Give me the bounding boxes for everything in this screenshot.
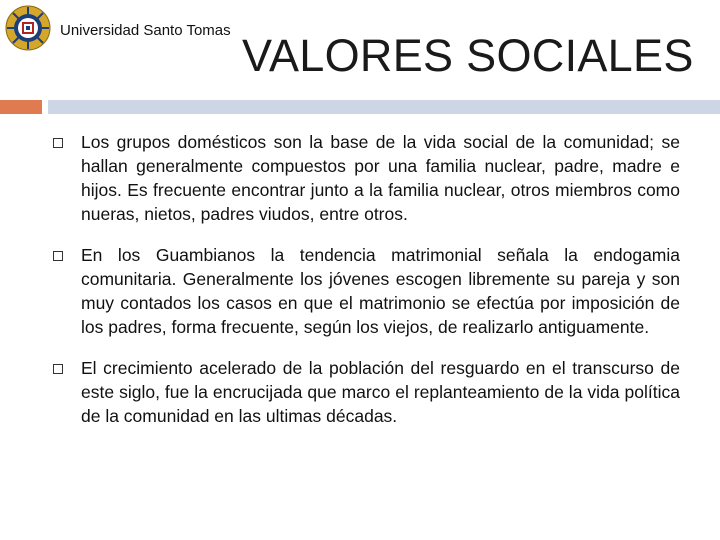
hollow-square-icon [53, 138, 63, 148]
university-seal-icon [5, 5, 51, 51]
slide-title: VALORES SOCIALES [242, 30, 694, 81]
list-item [50, 356, 680, 428]
header-divider-bar [48, 100, 720, 114]
hollow-square-icon [53, 251, 63, 261]
list-item [50, 243, 680, 339]
list-item-text: El crecimiento acelerado de la población del resguardo en el transcurso de este siglo, fue la encrucijada que marco el replanteamiento de la vida política de la comunidad en las ultimas décadas. [81, 358, 680, 426]
list-item [50, 130, 680, 226]
list-item-text: Los grupos domésticos son la base de la vida social de la comunidad; se hallan generalmente compuestos por una familia nuclear, padre, madre e hijos. Es frecuente encontrar junto a la familia nuclear, otros miembros como nueras, nietos, padres viudos, entre otros. [81, 132, 680, 224]
accent-bar [0, 100, 42, 114]
hollow-square-icon [53, 364, 63, 374]
list-item-text: En los Guambianos la tendencia matrimonial señala la endogamia comunitaria. Generalmente los jóvenes escogen libremente su pareja y son muy contados los casos en que el matrimonio se efectúa por imposición de los padres, forma frecuente, según los viejos, de realizarlo antiguamente. [81, 245, 680, 337]
bullet-list [50, 130, 680, 445]
university-name: Universidad Santo Tomas [60, 22, 231, 39]
